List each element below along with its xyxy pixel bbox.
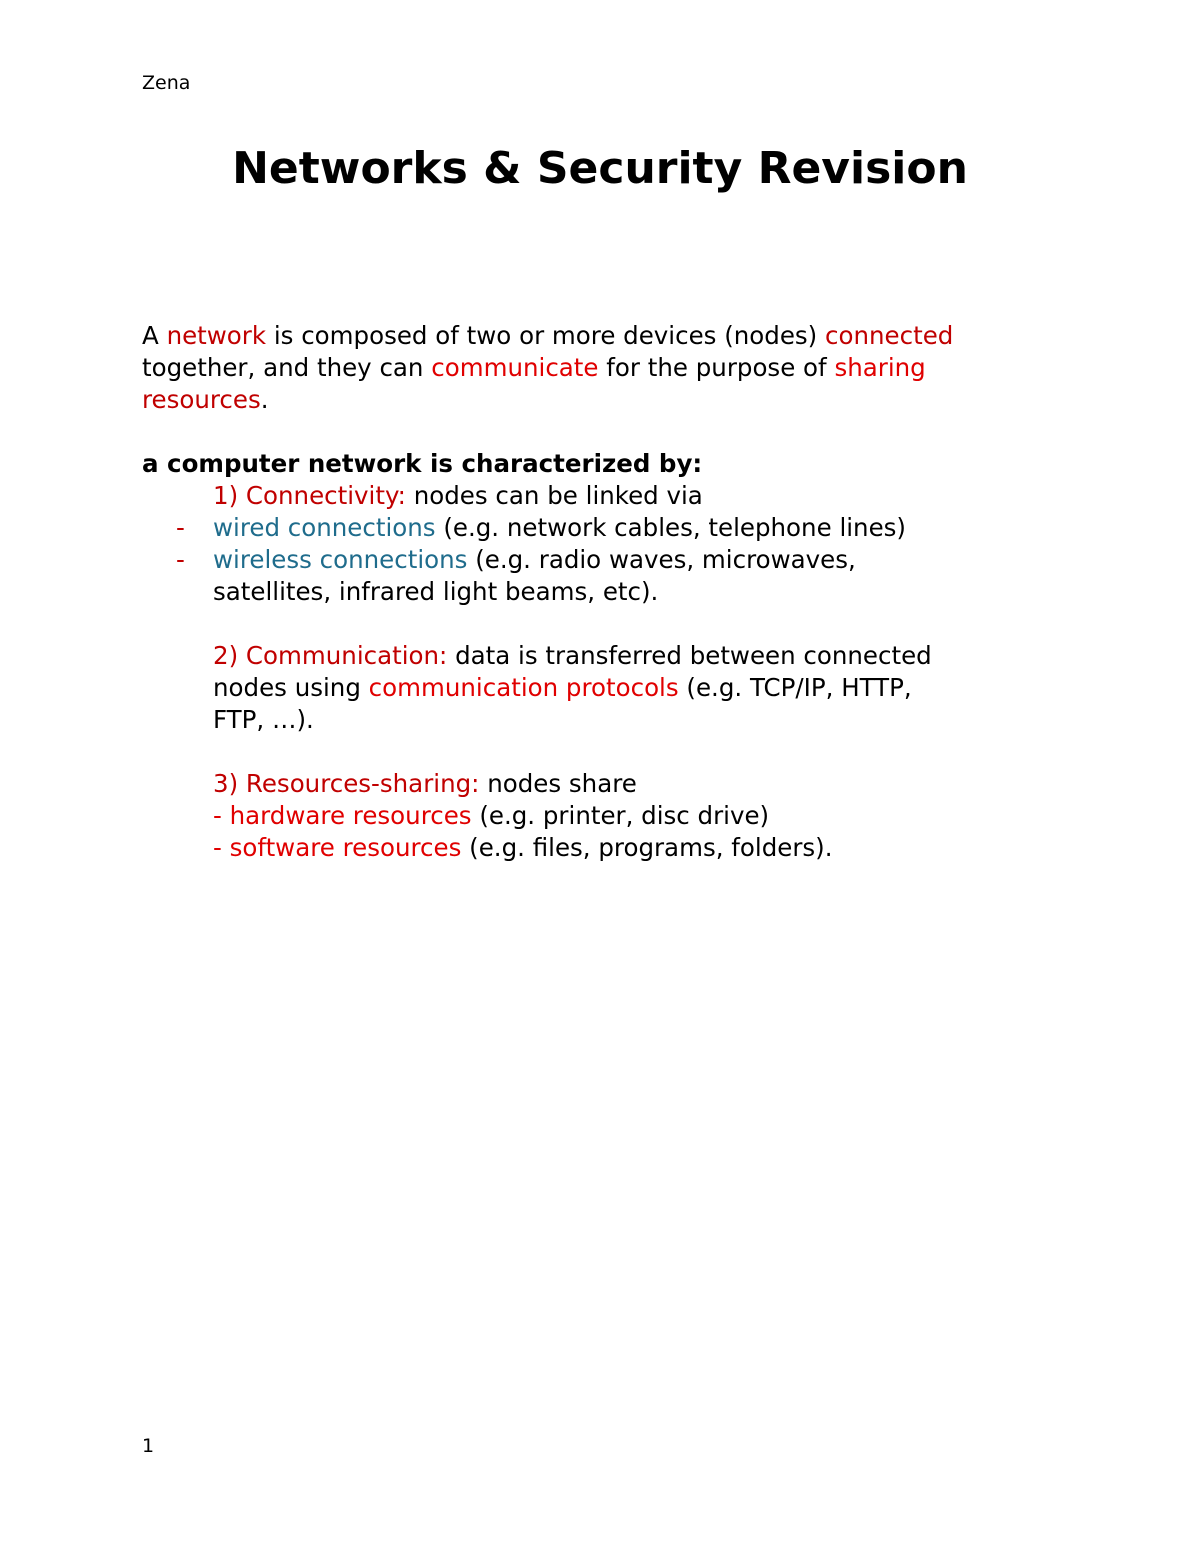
communication-line-2: [213, 672, 932, 704]
wireless-continued: satellites, infrared light beams, etc).: [213, 577, 659, 606]
term-hardware-resources: - hardware resources: [213, 801, 472, 830]
software-line: [213, 832, 833, 864]
intro-line-3: [142, 384, 1082, 416]
term-sharing: sharing: [834, 353, 926, 382]
intro-line-2: [142, 352, 1082, 384]
intro-text: A: [142, 321, 167, 350]
connectivity-text: nodes can be linked via: [405, 481, 703, 510]
page-number: 1: [142, 1435, 155, 1457]
communication-line-3: FTP, …).: [213, 705, 314, 734]
wireless-examples: (e.g. radio waves, microwaves,: [467, 545, 856, 574]
page-title: Networks & Security Revision: [232, 143, 968, 194]
term-wired-connections: wired connections: [213, 513, 436, 542]
intro-paragraph: [142, 320, 1082, 416]
intro-text: for the purpose of: [598, 353, 835, 382]
term-communication-protocols: communication protocols: [368, 673, 679, 702]
sharing-label: 3) Resources-sharing:: [213, 769, 480, 798]
communication-item: [213, 640, 932, 736]
connectivity-label: 1) Connectivity:: [213, 481, 406, 510]
term-wireless-connections: wireless connections: [213, 545, 468, 574]
wired-examples: (e.g. network cables, telephone lines): [435, 513, 906, 542]
connectivity-line: [213, 480, 703, 512]
term-resources: resources: [142, 385, 261, 414]
intro-text: .: [260, 385, 269, 414]
wireless-bullet: [176, 544, 856, 576]
communication-label: 2) Communication:: [213, 641, 448, 670]
header-author: Zena: [142, 72, 191, 94]
protocol-examples: (e.g. TCP/IP, HTTP,: [678, 673, 912, 702]
characteristics-heading: a computer network is characterized by:: [142, 449, 703, 478]
bullet-dash: -: [176, 513, 185, 542]
communication-text: data is transferred between connected: [447, 641, 932, 670]
hardware-line: [213, 800, 833, 832]
connectivity-item: [213, 480, 703, 512]
wired-bullet: [176, 512, 906, 544]
term-communicate: communicate: [431, 353, 599, 382]
bullet-dash: -: [176, 545, 185, 574]
sharing-text: nodes share: [479, 769, 637, 798]
term-software-resources: - software resources: [213, 833, 462, 862]
term-connected: connected: [825, 321, 954, 350]
communication-text: nodes using: [213, 673, 369, 702]
term-network: network: [166, 321, 267, 350]
intro-line-1: [142, 320, 1082, 352]
hardware-examples: (e.g. printer, disc drive): [471, 801, 770, 830]
sharing-item: [213, 768, 833, 864]
intro-text: together, and they can: [142, 353, 432, 382]
communication-line-1: [213, 640, 932, 672]
software-examples: (e.g. files, programs, folders).: [461, 833, 833, 862]
sharing-line-1: [213, 768, 833, 800]
intro-text: is composed of two or more devices (nodes): [266, 321, 826, 350]
